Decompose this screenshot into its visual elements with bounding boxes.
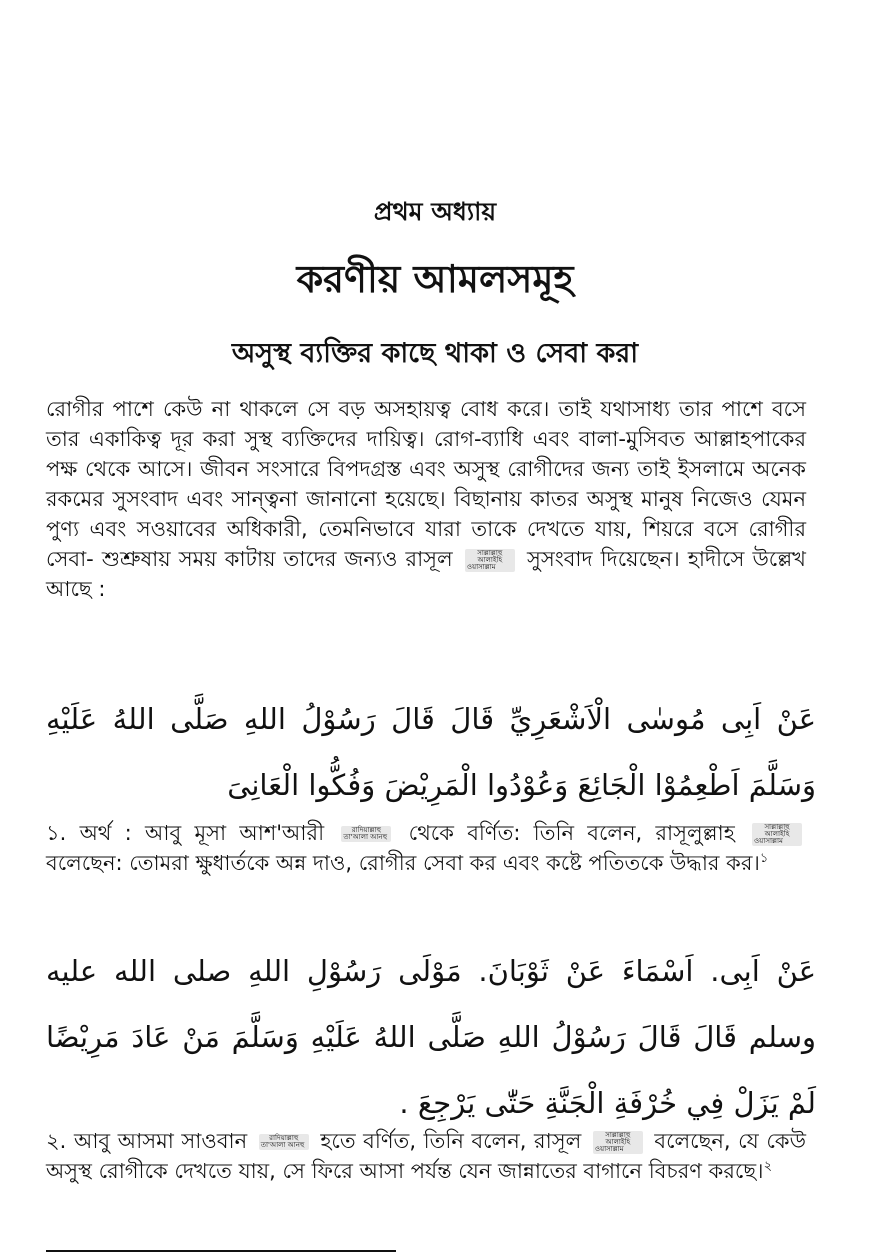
hadith-1-arabic: عَنْ اَبِى مُوسٰى الْاَشْعَرِيِّ قَالَ قَالَ رَسُوْلُ اللهِ صَلَّى اللهُ عَلَيْهِ وَسَلَّمَ اَطْعِمُوْا الْجَائِعَ وَعُوْدُوا الْمَرِيْضَ وَفُكُّوا الْعَانِىَ — [46, 702, 816, 802]
hadith-2-text-1: আবু আসমা সাওবান — [73, 1129, 248, 1153]
salutation-companion-mark: রাদিয়াল্লাহু তা'আলা আনহু — [259, 1134, 309, 1150]
footnote-ref-1[interactable]: ১ — [759, 851, 769, 866]
salutation-prophet-mark: সাল্লাল্লাহু আলাইহি ওয়াসাল্লাম — [465, 549, 515, 572]
hadith-1-translation — [46, 818, 806, 878]
hadith-1-label: অর্থ : — [79, 821, 132, 845]
intro-text-after: সুসংবাদ দিয়েছেন। হাদীসে উল্লেখ আছে : — [46, 547, 806, 601]
salutation-companion-mark: রাদিয়াল্লাহু তা'আলা আনহু — [341, 826, 391, 842]
hadith-1-text-1: আবু মূসা আশ'আরী — [145, 821, 325, 845]
salutation-prophet-mark: সাল্লাল্লাহু আলাইহি ওয়াসাল্লাম — [752, 823, 802, 846]
intro-text-before: রোগীর পাশে কেউ না থাকলে সে বড় অসহায়ত্ব বোধ করে। তাই যথাসাধ্য তার পাশে বসে তার একাকিত্ব দূর করা সুস্থ ব্যক্তিদের দায়িত্ব। রোগ-ব্যাধি এবং বালা-মুসিবত আল্লাহপাকের পক্ষ থেকে আসে। জীবন সংসারে বিপদগ্রস্ত এবং অসুস্থ রোগীদের জন্য তাই ইসলামে অনেক রকমের সুসংবাদ এবং সান্ত্বনা জানানো হয়েছে। বিছানায় কাতর অসুস্থ মানুষ নিজেও যেমন পুণ্য এবং সওয়াবের অধিকারী, তেমনিভাবে যারা তাকে দেখতে যায়, শিয়রে বসে রোগীর সেবা- শুশ্রুষায় সময় কাটায় তাদের জন্যও রাসূল — [46, 397, 806, 571]
hadith-2-number: ২. — [46, 1129, 67, 1153]
footnote-ref-2[interactable]: ২ — [763, 1159, 773, 1174]
chapter-heading: প্রথম অধ্যায় — [373, 197, 497, 226]
hadith-2-text-2: হতে বর্ণিত, তিনি বলেন, রাসূল — [320, 1129, 582, 1153]
intro-paragraph — [46, 394, 806, 604]
hadith-1-text-2: থেকে বর্ণিত: তিনি বলেন, রাসূলুল্লাহ — [408, 821, 735, 845]
salutation-prophet-mark: সাল্লাল্লাহু আলাইহি ওয়াসাল্লাম — [593, 1131, 643, 1154]
hadith-1-number: ১. — [46, 821, 67, 845]
section-subtitle: অসুস্থ ব্যক্তির কাছে থাকা ও সেবা করা — [231, 338, 639, 369]
hadith-1-text-3: বলেছেন: তোমরা ক্ষুধার্তকে অন্ন দাও, রোগীর সেবা কর এবং কষ্টে পতিতকে উদ্ধার কর। — [46, 851, 760, 875]
footnote-divider — [46, 1250, 396, 1252]
hadith-2-arabic: عَنْ اَبِى. اَسْمَاءَ عَنْ ثَوْبَانَ. مَوْلَى رَسُوْلِ اللهِ صلى الله عليه وسلم قَالَ قَالَ رَسُوْلُ اللهِ صَلَّى اللهُ عَلَيْهِ وَسَلَّمَ مَنْ عَادَ مَرِيْضًا لَمْ يَزَلْ فِي خُرْفَةِ الْجَنَّةِ حَتّٰى يَرْجِعَ . — [46, 954, 816, 1120]
hadith-2-text-3: বলেছেন, যে কেউ অসুস্থ রোগীকে দেখতে যায়, সে ফিরে আসা পর্যন্ত যেন জান্নাতের বাগানে বিচরণ করছে। — [46, 1129, 806, 1183]
page-title: করণীয় আমলসমূহ — [296, 257, 574, 301]
hadith-2-translation — [46, 1126, 806, 1186]
